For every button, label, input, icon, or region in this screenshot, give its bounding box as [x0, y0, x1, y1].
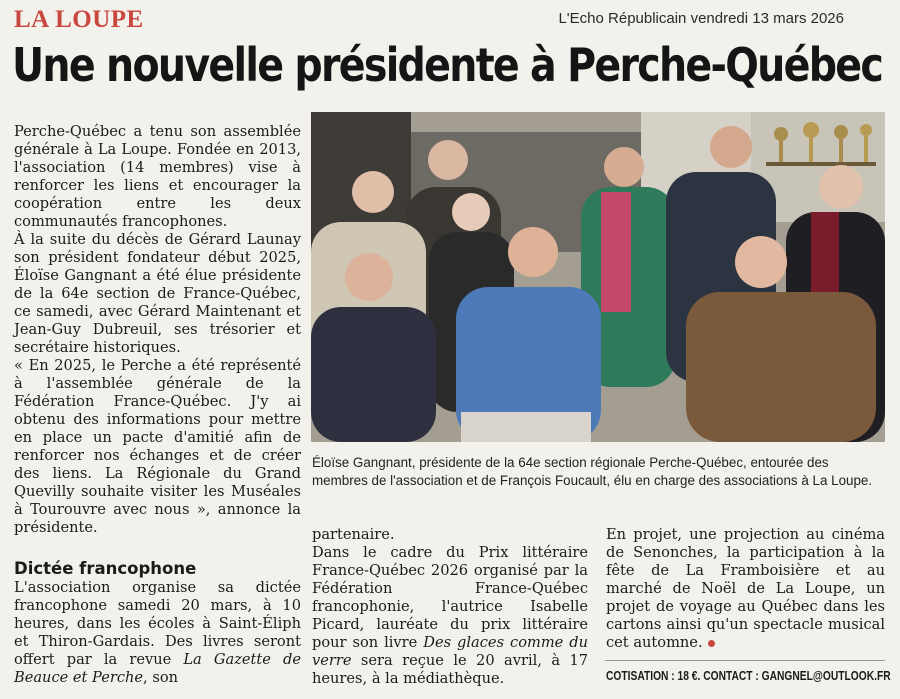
paragraph-intro: Perche-Québec a tenu son assemblée générale à La Loupe. Fondée en 2013, l'association (14 membres) vise à renforcer les liens et encourager la coopération entre les deux communautés francophones. — [14, 123, 301, 230]
publication-dateline: L'Echo Républicain vendredi 13 mars 2026 — [558, 10, 844, 27]
article-column-1 — [14, 123, 301, 537]
end-mark — [708, 640, 715, 647]
book-title: Des glaces comme du verre — [312, 634, 588, 669]
divider — [605, 660, 885, 661]
contact-line: COTISATION : 18 €. CONTACT : GANGNEL@OUTLOOK.FR — [606, 669, 891, 683]
paragraph-projets: En projet, une projection au cinéma de Senonches, la participation à la fête de La Framboisière et au marché de Noël de La Loupe, un projet de voyage au Québec dans les cartons ainsi qu'un spectacle musical cet automne. — [606, 526, 885, 651]
paragraph-quote: « En 2025, le Perche a été représenté à l'assemblée générale de la Fédération France-Québec. J'y ai obtenu des informations pour mettre en place un pacte d'amitié afin de renforcer nos échanges et de créer des liens. La Régionale du Grand Quevilly souhaite visiter les Muséales à Tourouvre avec nous », annonce la présidente. — [14, 357, 301, 536]
subheading-dictee: Dictée francophone — [14, 559, 197, 578]
paragraph-dictee: L'association organise sa dictée francophone samedi 20 mars, à 10 heures, dans les écoles à Saint-Éliph et Thiron-Gardais. Des livres seront offert par la revue — [14, 579, 301, 668]
paragraph-dictee-end: , son — [143, 669, 178, 686]
photo-caption: Éloïse Gangnant, présidente de la 64e section régionale Perche-Québec, entourée des membres de l'association et de François Foucault, élu en charge des associations à La Loupe. — [312, 455, 873, 488]
paragraph-prix: Dans le cadre du Prix littéraire France-Québec 2026 organisé par la Fédération France-Québec francophonie, l'autrice Isabelle Picard, lauréate du prix littéraire pour son livre — [312, 544, 588, 651]
paragraph-election: À la suite du décès de Gérard Launay son président fondateur début 2025, Éloïse Gangnant a été élue présidente de la 64e section de France-Québec, ce samedi, avec Gérard Maintenant et Jean-Guy Dubreuil, ses trésorier et secrétaire historiques. — [14, 231, 301, 356]
article-column-1-continued — [14, 579, 301, 687]
magazine-title: La Gazette de Beauce et Perche — [14, 651, 301, 686]
article-column-3 — [606, 526, 885, 652]
article-headline: Une nouvelle présidente à Perche-Québec — [12, 38, 883, 92]
paragraph-prix-end: sera reçue le 20 avril, à 17 heures, à la médiathèque. — [312, 652, 589, 687]
paragraph-partenaire: partenaire. — [312, 526, 395, 543]
section-label: LA LOUPE — [14, 6, 144, 33]
article-column-2 — [312, 526, 588, 688]
group-photo — [311, 112, 885, 442]
